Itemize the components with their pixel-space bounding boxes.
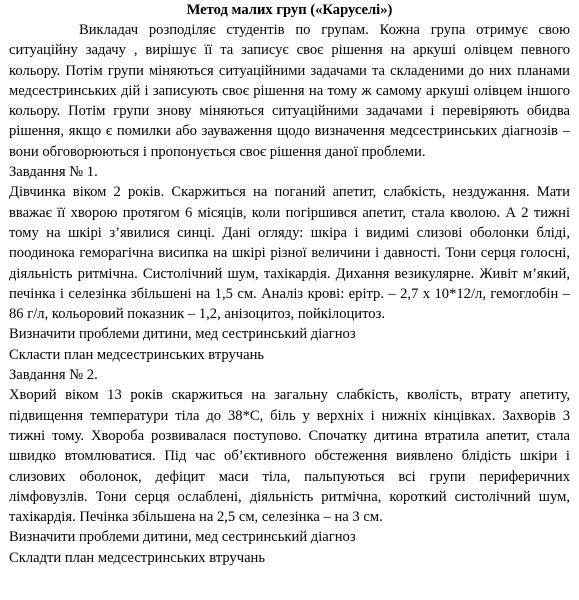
document-title: Метод малих груп («Каруселі») [186, 2, 393, 18]
task-2-question-1: Визначити проблеми дитини, мед сестринський діагноз [9, 529, 356, 546]
task-2-text: Хворий віком 13 років скаржиться на загальну слабкість, кволість, втрату апетиту, підвищення температури тіла до 38*С, біль у верхніх і нижніх кінцівках. Захворів 3 тижні тому. Хвороба розвивалася поступово. Спочатку дитина втратила апетит, стала швидко втомлюватися. Під час об’єктивного обстеження виявлено блідість шкіри і слизових оболонок, дефіцит маси тіла, пальпуються всі групи периферичних лімфовузлів. Тони серця ослаблені, діяльність ритмічна, короткий систолічний шум, тахікардія. Печінка збільшена на 2,5 см, селезінка – на 3 см. [9, 387, 570, 526]
task-1-question-2: Скласти план медсестринських втручань [9, 346, 265, 363]
task-1-heading: Завдання № 1. [9, 164, 98, 181]
task-2-question-2: Складти план медсестринських втручань [9, 549, 266, 566]
task-1-text: Дівчинка віком 2 років. Скаржиться на поганий апетит, слабкість, нездужання. Мати вважає її хворою протягом 6 місяців, коли погіршився апетит, стала кволою. А 2 тижні тому на шкірі з’явилися синці. Дані огляду: шкіра і видимі слизові оболонки бліді, поодинока геморагічна висипка на шкірі різної величини і давності. Тони серця голосні, діяльність ритмічна. Систолічний шум, тахікардія. Дихання везикулярне. Живіт м’який, печінка і селезінка збільшені на 1,5 см. Аналіз крові: ерітр. – 2,7 х 10*12/л, гемоглобін – 86 г/л, кольоровий показник – 1,2, анізоцитоз, пойкілоцитоз. [9, 184, 570, 323]
task-2-heading: Завдання № 2. [9, 367, 98, 384]
intro-paragraph: Викладач розподіляє студентів по групам. Кожна група отримує свою ситуаційну задачу , вирішує її та записує своє рішення на аркуші олівцем певного кольору. Потім групи міняються ситуаційними задачами та складеними до них планами медсестринських дій і записують своє рішення на тому ж самому аркуші олівцем іншого кольору. Потім групи знову міняються ситуаційними задачами і перевіряють обидва рішення, якщо є помилки або зауваження щодо визначення медсестринських діагнозів – вони обговорюються і пропонується своє рішення даної проблеми. [9, 22, 570, 160]
task-1-question-1: Визначити проблеми дитини, мед сестринський діагноз [9, 326, 356, 343]
